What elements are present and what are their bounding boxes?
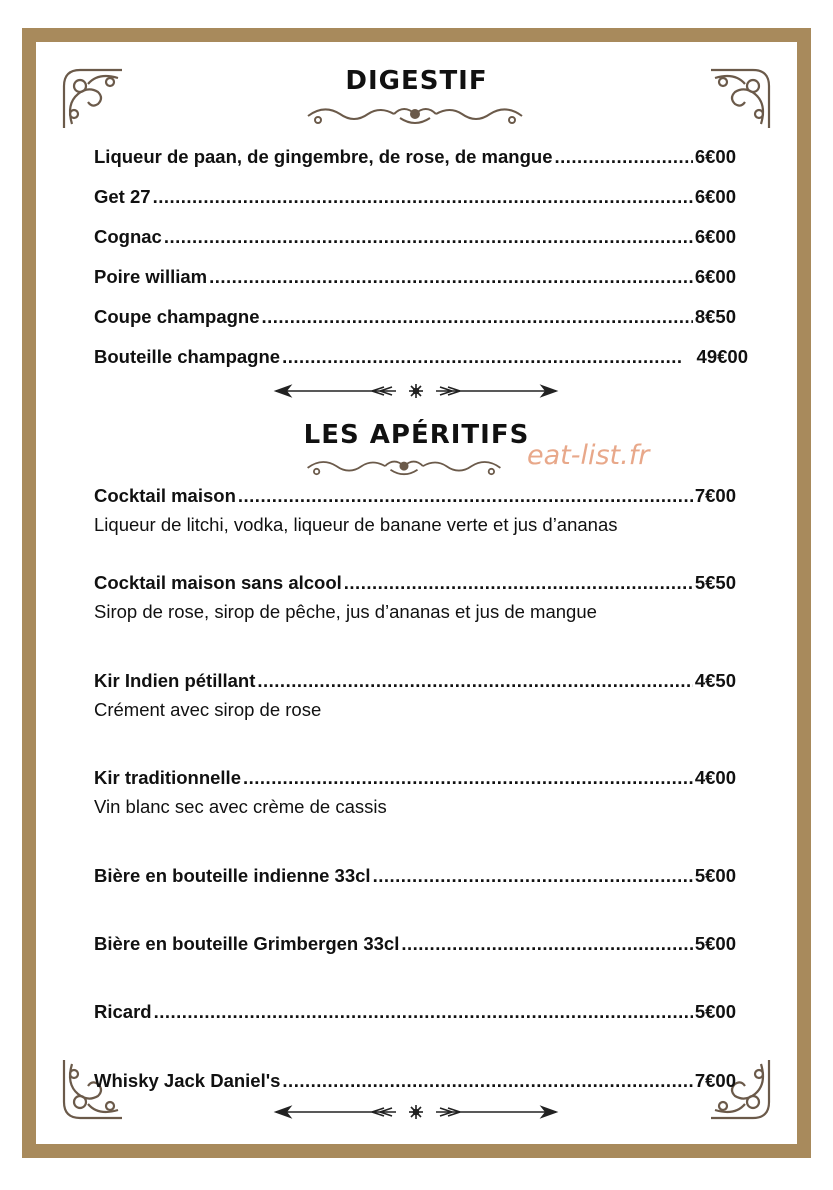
item-price: 6€00 <box>694 186 736 207</box>
item-name: Ricard <box>94 1001 152 1022</box>
arrow-divider-icon <box>272 1101 560 1123</box>
menu-item <box>94 1070 736 1092</box>
item-name: Cocktail maison sans alcool <box>94 572 342 593</box>
item-name: Poire william <box>94 266 208 287</box>
menu-item <box>94 1001 736 1023</box>
leader-dots <box>554 146 692 168</box>
leader-dots <box>344 572 693 594</box>
item-name: Bière en bouteille indienne 33cl <box>94 865 371 886</box>
leader-dots <box>373 865 693 887</box>
leader-dots <box>282 346 680 368</box>
item-price: 7€00 <box>694 485 736 506</box>
item-name: Liqueur de paan, de gingembre, de rose, de mangue <box>94 146 553 167</box>
item-description: Sirop de rose, sirop de pêche, jus d’ananas et jus de mangue <box>94 601 597 622</box>
menu-item <box>94 186 736 208</box>
item-price: 5€00 <box>694 865 736 886</box>
menu-item <box>94 767 736 789</box>
menu-item <box>94 306 736 328</box>
item-price: 6€00 <box>694 146 736 167</box>
menu-item <box>94 226 736 248</box>
leader-dots <box>401 933 692 955</box>
item-name: Get 27 <box>94 186 151 207</box>
item-name: Bière en bouteille Grimbergen 33cl <box>94 933 400 954</box>
menu-item <box>94 572 736 594</box>
item-price: 5€50 <box>694 572 736 593</box>
leader-dots <box>282 1070 692 1092</box>
menu-item <box>94 865 736 887</box>
item-name: Kir Indien pétillant <box>94 670 256 691</box>
item-price: 6€00 <box>694 226 736 247</box>
item-price: 4€50 <box>694 670 736 691</box>
menu-item <box>94 146 736 168</box>
item-price: 5€00 <box>694 1001 736 1022</box>
aperitifs-title: LES APÉRITIFS <box>303 420 530 450</box>
leader-dots <box>238 485 693 507</box>
watermark: eat-list.fr <box>527 440 650 471</box>
digestif-title: DIGESTIF <box>345 66 488 96</box>
leader-dots <box>257 670 692 692</box>
leader-dots <box>153 186 693 208</box>
leader-dots <box>164 226 693 248</box>
item-name: Cognac <box>94 226 162 247</box>
item-name: Coupe champagne <box>94 306 260 327</box>
item-name: Bouteille champagne <box>94 346 281 367</box>
menu-item <box>94 670 736 692</box>
item-name: Kir traditionnelle <box>94 767 241 788</box>
item-price: 7€00 <box>694 1070 736 1091</box>
item-price: 4€00 <box>694 767 736 788</box>
menu-item <box>94 266 736 288</box>
item-price: 8€50 <box>694 306 736 327</box>
item-price: 6€00 <box>694 266 736 287</box>
item-name: Whisky Jack Daniel's <box>94 1070 281 1091</box>
item-description: Vin blanc sec avec crème de cassis <box>94 796 387 817</box>
menu-item <box>94 485 736 507</box>
leader-dots <box>154 1001 693 1023</box>
item-price: 5€00 <box>694 933 736 954</box>
item-description: Crément avec sirop de rose <box>94 699 322 720</box>
arrow-divider-icon <box>272 380 560 402</box>
item-name: Cocktail maison <box>94 485 236 506</box>
leader-dots <box>262 306 693 328</box>
leader-dots <box>209 266 693 288</box>
scroll-ornament-icon <box>304 452 504 482</box>
menu-item <box>94 346 748 368</box>
leader-dots <box>243 767 693 789</box>
menu-item <box>94 933 736 955</box>
scroll-ornament-icon <box>304 100 526 130</box>
item-description: Liqueur de litchi, vodka, liqueur de banane verte et jus d’ananas <box>94 514 618 535</box>
item-price: 49€00 <box>696 346 748 367</box>
